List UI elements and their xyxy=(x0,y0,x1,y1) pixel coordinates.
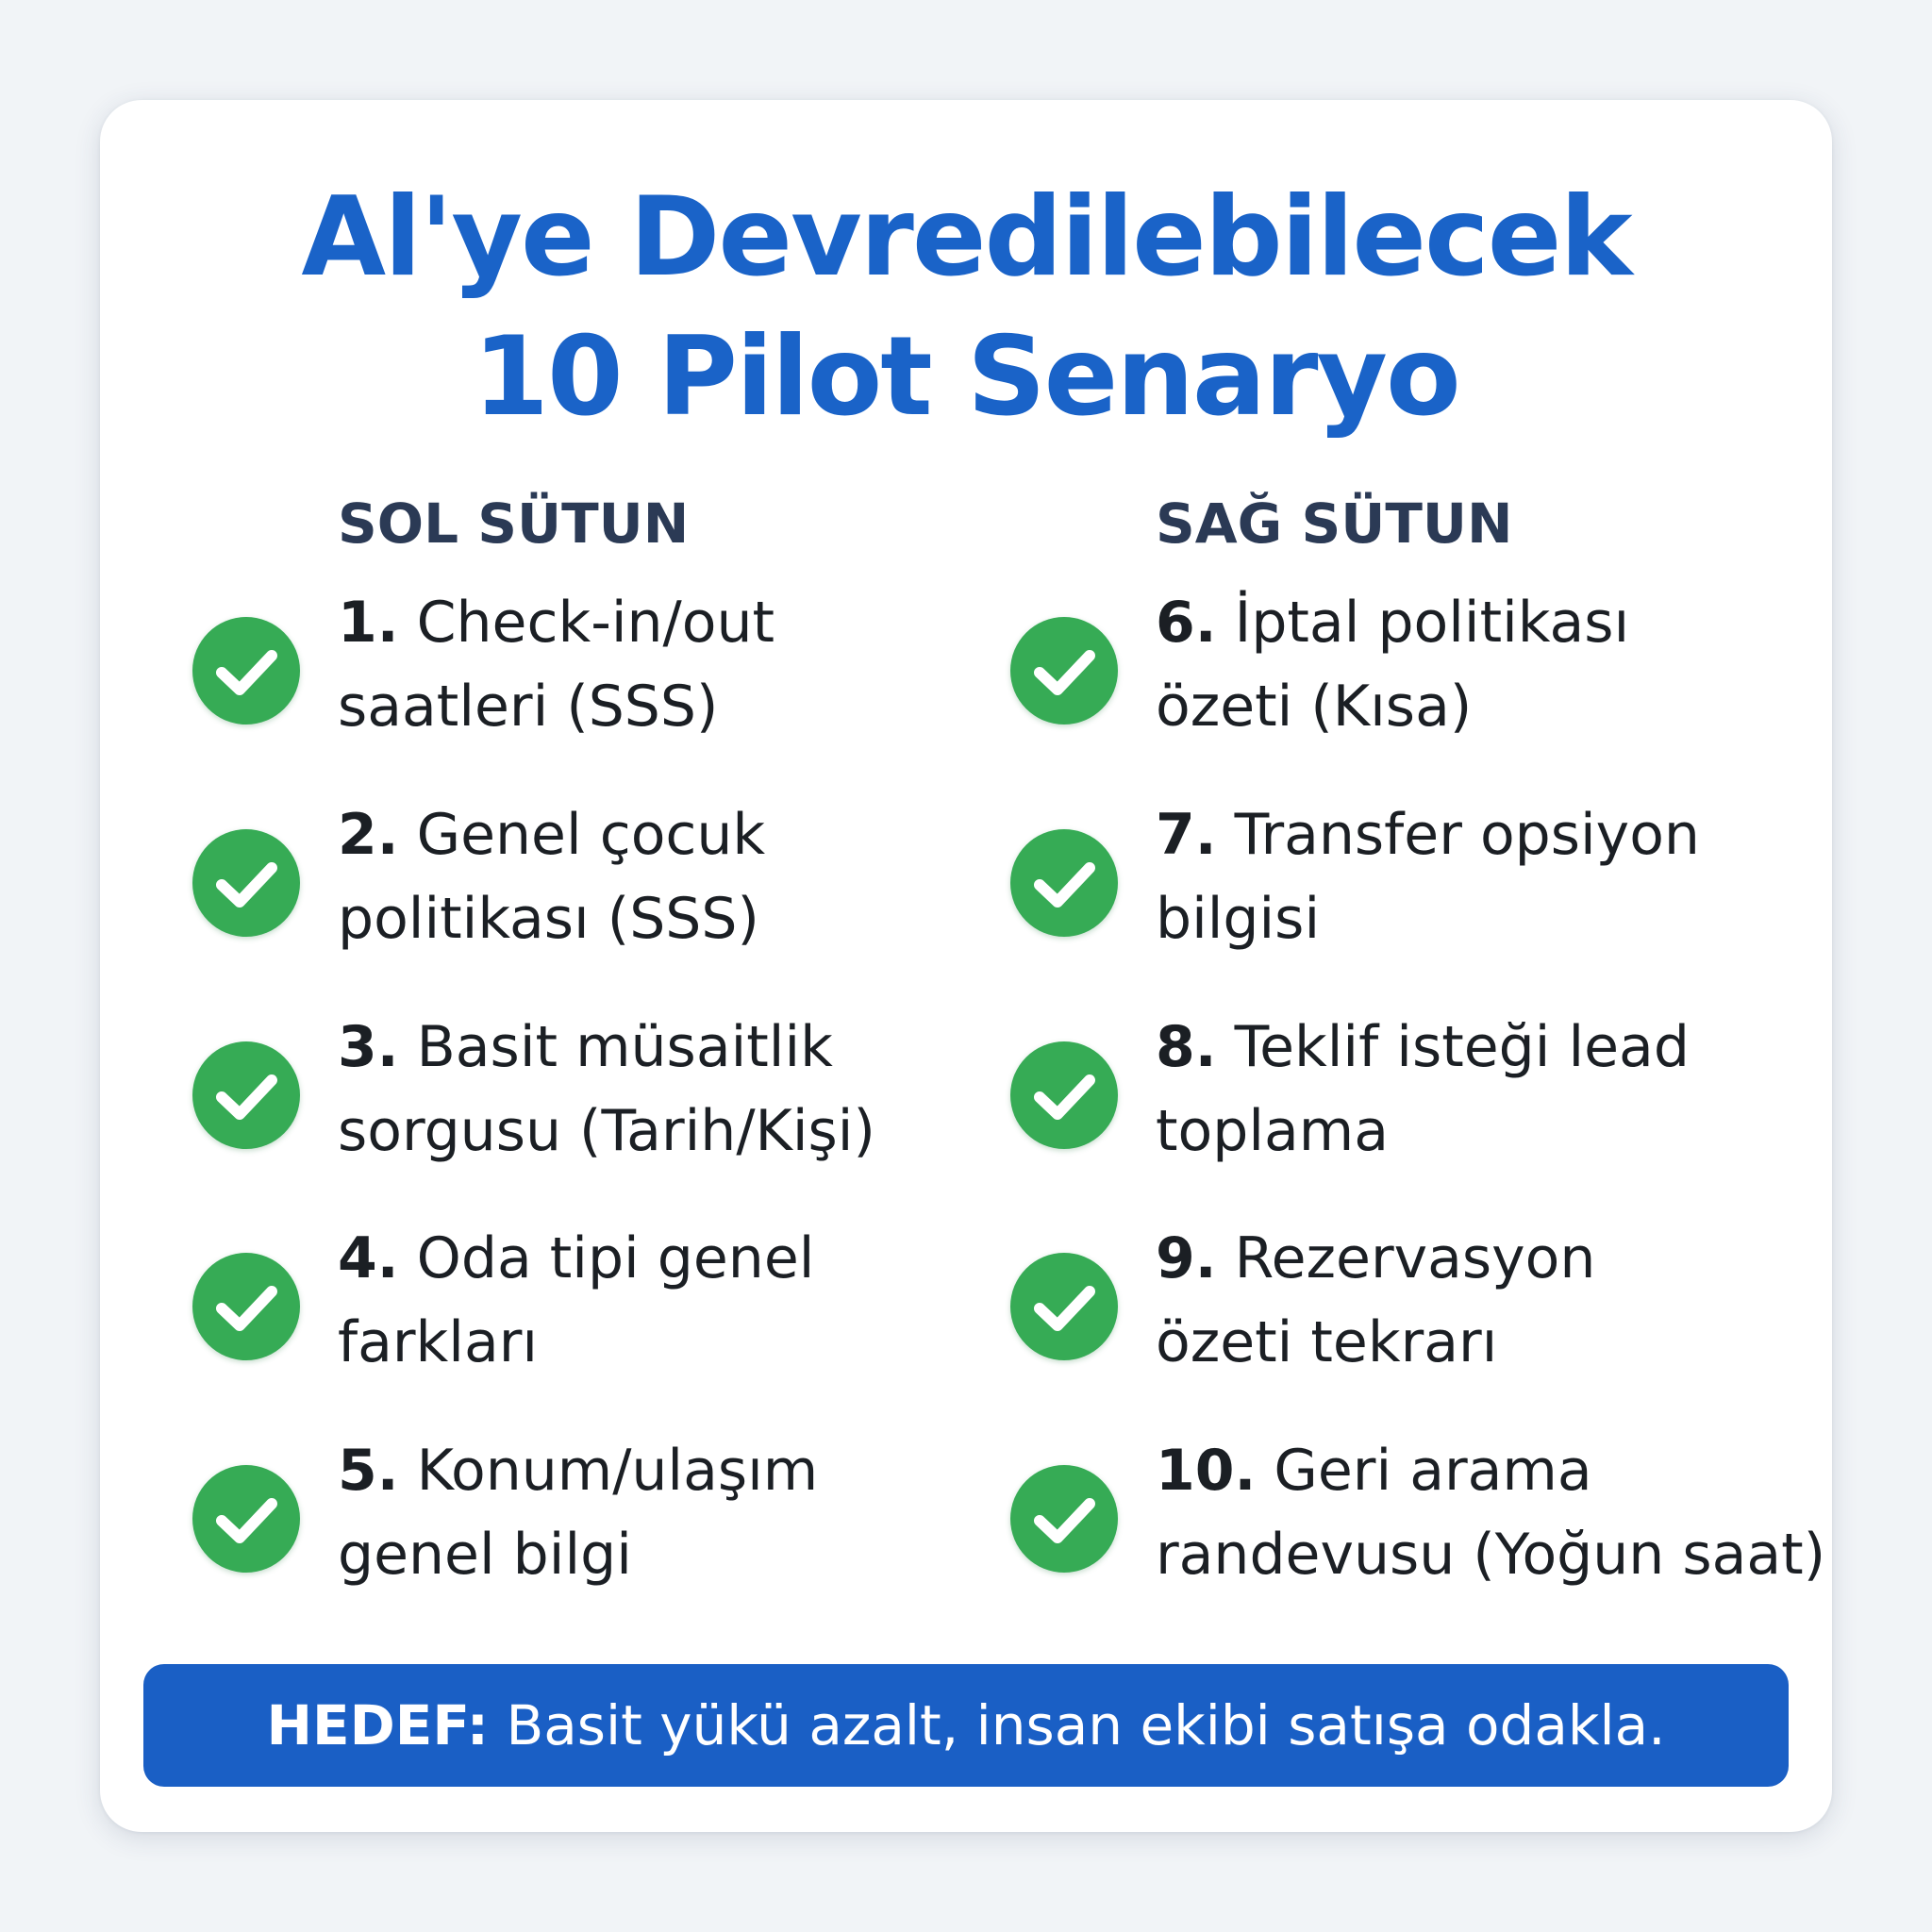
scenario-label-line-2: özeti (Kısa) xyxy=(1156,674,1473,740)
scenario-label-line-2: randevusu (Yoğun saat) xyxy=(1156,1522,1826,1588)
scenario-number: 4. xyxy=(338,1225,399,1291)
scenario-item-9 xyxy=(918,1217,1691,1406)
scenario-label-line-2: toplama xyxy=(1156,1098,1389,1164)
scenario-label-line-2: farkları xyxy=(338,1309,539,1375)
scenario-item-3 xyxy=(100,1006,874,1194)
scenario-item-8 xyxy=(918,1006,1691,1194)
scenario-number: 3. xyxy=(338,1014,399,1080)
scenario-label-line-2: özeti tekrarı xyxy=(1156,1309,1498,1375)
scenario-item-6 xyxy=(918,581,1691,770)
scenario-item-1 xyxy=(100,581,874,770)
scenario-text xyxy=(338,793,923,961)
scenario-number: 7. xyxy=(1156,802,1217,868)
scenario-text xyxy=(338,1217,923,1385)
scenario-label-line-2: bilgisi xyxy=(1156,886,1321,952)
check-circle-icon xyxy=(1010,617,1118,724)
title-line-2: 10 Pilot Senaryo xyxy=(473,313,1459,441)
check-circle-icon xyxy=(192,1253,300,1360)
scenario-item-2 xyxy=(100,793,874,982)
scenario-item-5 xyxy=(100,1429,874,1618)
left-column-heading: SOL SÜTUN xyxy=(338,491,690,556)
scenario-number: 10. xyxy=(1156,1438,1257,1504)
check-circle-icon xyxy=(192,1041,300,1149)
scenario-number: 9. xyxy=(1156,1225,1217,1291)
check-circle-icon xyxy=(192,617,300,724)
scenario-text xyxy=(338,1006,923,1174)
scenario-label-line-1: Oda tipi genel xyxy=(416,1225,815,1291)
scenario-text xyxy=(1156,793,1835,961)
page-title xyxy=(100,168,1832,447)
scenario-label-line-2: genel bilgi xyxy=(338,1522,632,1588)
scenario-number: 6. xyxy=(1156,590,1217,656)
scenario-label-line-2: sorgusu (Tarih/Kişi) xyxy=(338,1098,875,1164)
right-column-heading: SAĞ SÜTUN xyxy=(1156,491,1513,556)
scenario-label-line-1: Basit müsaitlik xyxy=(416,1014,833,1080)
goal-text: Basit yükü azalt, insan ekibi satışa odakla. xyxy=(506,1693,1666,1757)
scenario-number: 1. xyxy=(338,590,399,656)
scenario-label-line-1: Check-in/out xyxy=(416,590,775,656)
scenario-text xyxy=(1156,1006,1835,1174)
check-circle-icon xyxy=(1010,1253,1118,1360)
scenario-label-line-1: Rezervasyon xyxy=(1234,1225,1596,1291)
check-circle-icon xyxy=(192,1465,300,1573)
scenario-item-10 xyxy=(918,1429,1826,1618)
scenario-label-line-1: Transfer opsiyon xyxy=(1234,802,1700,868)
scenario-label-line-1: Konum/ulaşım xyxy=(416,1438,819,1504)
scenario-label-line-1: Teklif isteği lead xyxy=(1234,1014,1690,1080)
scenario-label-line-2: politikası (SSS) xyxy=(338,886,759,952)
scenario-item-7 xyxy=(918,793,1700,982)
scenario-number: 8. xyxy=(1156,1014,1217,1080)
scenario-text xyxy=(1156,1217,1835,1385)
check-circle-icon xyxy=(1010,829,1118,937)
title-line-1: Al'ye Devredilebilecek xyxy=(301,174,1631,301)
scenario-number: 2. xyxy=(338,802,399,868)
scenario-text xyxy=(1156,1429,1835,1597)
scenario-label-line-1: İptal politikası xyxy=(1234,590,1630,656)
goal-banner xyxy=(143,1664,1789,1787)
check-circle-icon xyxy=(1010,1041,1118,1149)
goal-label: HEDEF: xyxy=(266,1693,490,1757)
scenario-label-line-1: Genel çocuk xyxy=(416,802,766,868)
scenario-text xyxy=(338,581,923,749)
scenario-text xyxy=(1156,581,1835,749)
check-circle-icon xyxy=(1010,1465,1118,1573)
scenario-label-line-2: saatleri (SSS) xyxy=(338,674,719,740)
check-circle-icon xyxy=(192,829,300,937)
scenario-number: 5. xyxy=(338,1438,399,1504)
scenario-item-4 xyxy=(100,1217,874,1406)
scenario-text xyxy=(338,1429,923,1597)
scenario-label-line-1: Geri arama xyxy=(1274,1438,1592,1504)
scenario-card xyxy=(100,100,1832,1832)
